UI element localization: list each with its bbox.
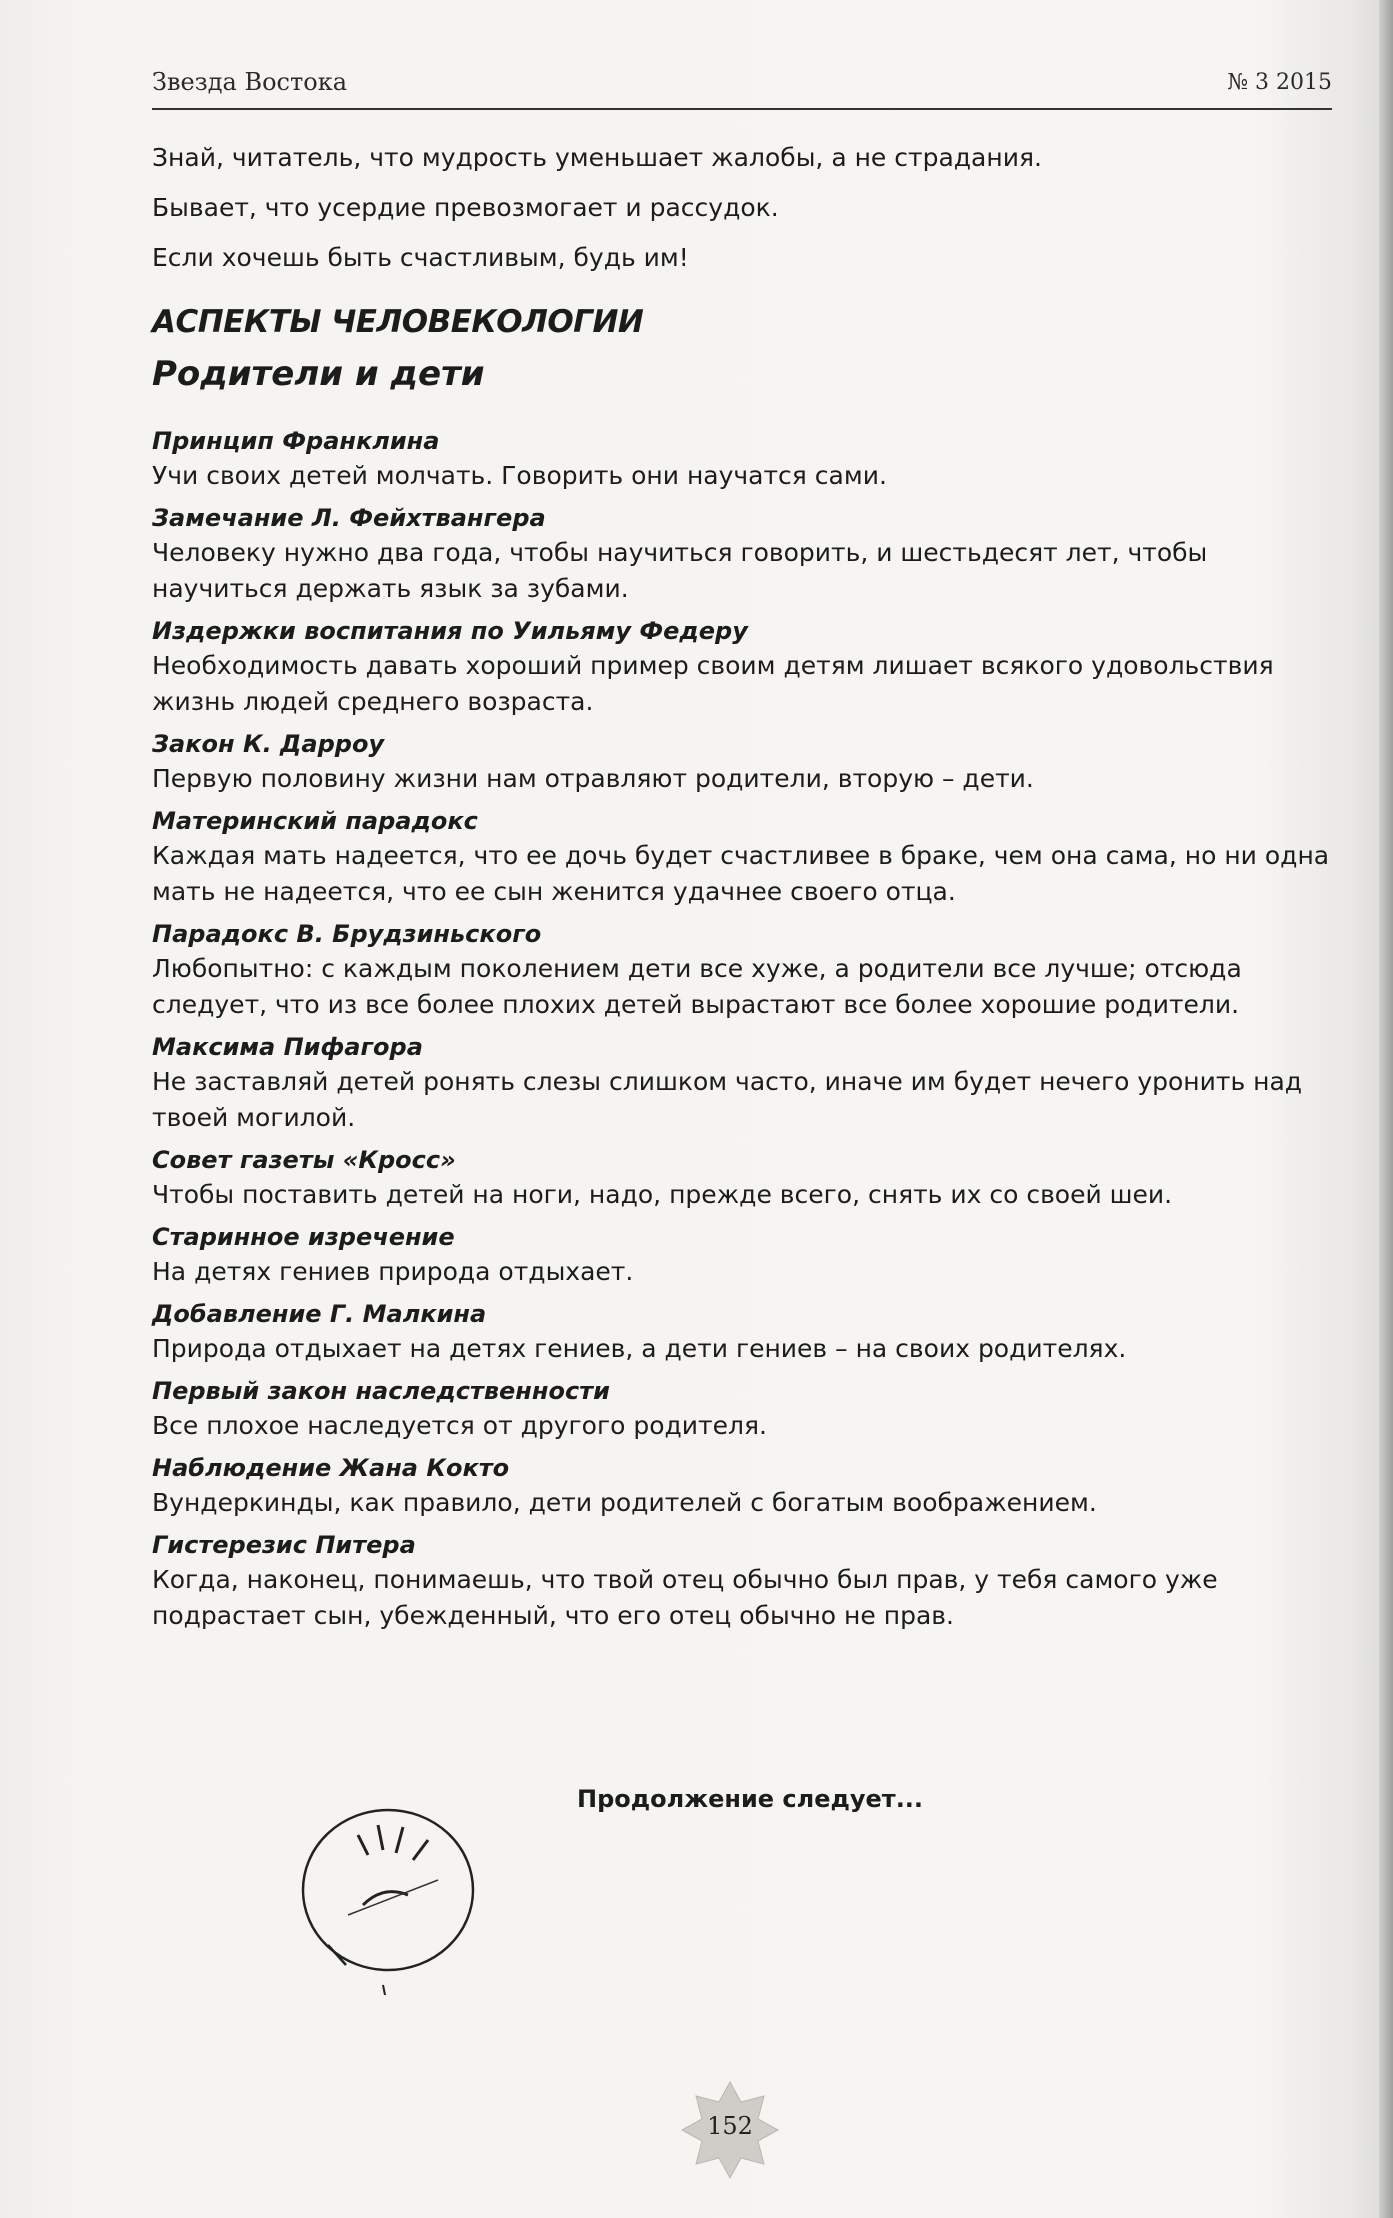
entry-text: Все плохое наследуется от другого родителя. <box>152 1411 767 1440</box>
entry-text: Природа отдыхает на детях гениев, а дети гениев – на своих родителях. <box>152 1334 1127 1363</box>
epigraph: Если хочешь быть счастливым, будь им! <box>152 243 689 272</box>
page-number: 152 <box>707 2112 753 2140</box>
entry-title: Старинное изречение <box>152 1223 455 1251</box>
entry-title: Закон К. Дарроу <box>152 730 385 758</box>
entry-text: Учи своих детей молчать. Говорить они научатся сами. <box>152 461 887 490</box>
article-body <box>152 140 1342 1641</box>
entry-text: Необходимость давать хороший пример своим детям лишает всякого удовольствия жизнь людей среднего возраста. <box>152 651 1274 716</box>
entry <box>152 1030 1342 1136</box>
entry-title: Совет газеты «Кросс» <box>152 1146 456 1174</box>
issue-number: № 3 2015 <box>1227 70 1332 95</box>
entry-title: Принцип Франклина <box>152 427 440 455</box>
entry <box>152 1297 1342 1367</box>
entry-title: Наблюдение Жана Кокто <box>152 1454 510 1482</box>
entry-text: Первую половину жизни нам отравляют родители, вторую – дети. <box>152 764 1034 793</box>
entry <box>152 424 1342 494</box>
entry-text: Любопытно: с каждым поколением дети все хуже, а родители все лучше; отсюда следует, что из все более плохих детей вырастают все более хорошие родители. <box>152 954 1242 1019</box>
running-header <box>152 66 1332 110</box>
subsection-title: Родители и дети <box>152 354 485 394</box>
section-title: АСПЕКТЫ ЧЕЛОВЕКОЛОГИИ <box>152 304 644 340</box>
entry-text: Каждая мать надеется, что ее дочь будет счастливее в браке, чем она сама, но ни одна мать не надеется, что ее сын женится удачнее своего отца. <box>152 841 1330 906</box>
entry-title: Первый закон наследственности <box>152 1377 610 1405</box>
entry <box>152 804 1342 910</box>
entry-title: Материнский парадокс <box>152 807 478 835</box>
entry-text: На детях гениев природа отдыхает. <box>152 1257 634 1286</box>
page-edge-shadow <box>1379 0 1393 2218</box>
entry-text: Человеку нужно два года, чтобы научиться говорить, и шестьдесят лет, чтобы научиться держать язык за зубами. <box>152 538 1208 603</box>
entry <box>152 1374 1342 1444</box>
entry-title: Издержки воспитания по Уильяму Федеру <box>152 617 748 645</box>
entry-title: Парадокс В. Брудзиньского <box>152 920 542 948</box>
journal-name: Звезда Востока <box>152 68 348 96</box>
continuation-note: Продолжение следует... <box>577 1785 924 1813</box>
library-stamp <box>288 1795 488 1995</box>
entry-title: Гистерезис Питера <box>152 1531 416 1559</box>
page-number-badge <box>680 2080 780 2180</box>
entry-title: Максима Пифагора <box>152 1033 423 1061</box>
entry-text: Не заставляй детей ронять слезы слишком часто, иначе им будет нечего уронить над твоей могилой. <box>152 1067 1303 1132</box>
entry <box>152 1220 1342 1290</box>
entry <box>152 1451 1342 1521</box>
entry <box>152 1528 1342 1634</box>
entry <box>152 1143 1342 1213</box>
entry <box>152 501 1342 607</box>
entry-title: Добавление Г. Малкина <box>152 1300 487 1328</box>
entry-text: Когда, наконец, понимаешь, что твой отец обычно был прав, у тебя самого уже подрастает сын, убежденный, что его отец обычно не прав. <box>152 1565 1218 1630</box>
entry <box>152 614 1342 720</box>
epigraph: Бывает, что усердие превозмогает и рассудок. <box>152 193 779 222</box>
entry <box>152 917 1342 1023</box>
entry-text: Чтобы поставить детей на ноги, надо, прежде всего, снять их со своей шеи. <box>152 1180 1173 1209</box>
entry <box>152 727 1342 797</box>
entry-title: Замечание Л. Фейхтвангера <box>152 504 546 532</box>
entry-text: Вундеркинды, как правило, дети родителей с богатым воображением. <box>152 1488 1097 1517</box>
epigraph: Знай, читатель, что мудрость уменьшает жалобы, а не страдания. <box>152 143 1042 172</box>
